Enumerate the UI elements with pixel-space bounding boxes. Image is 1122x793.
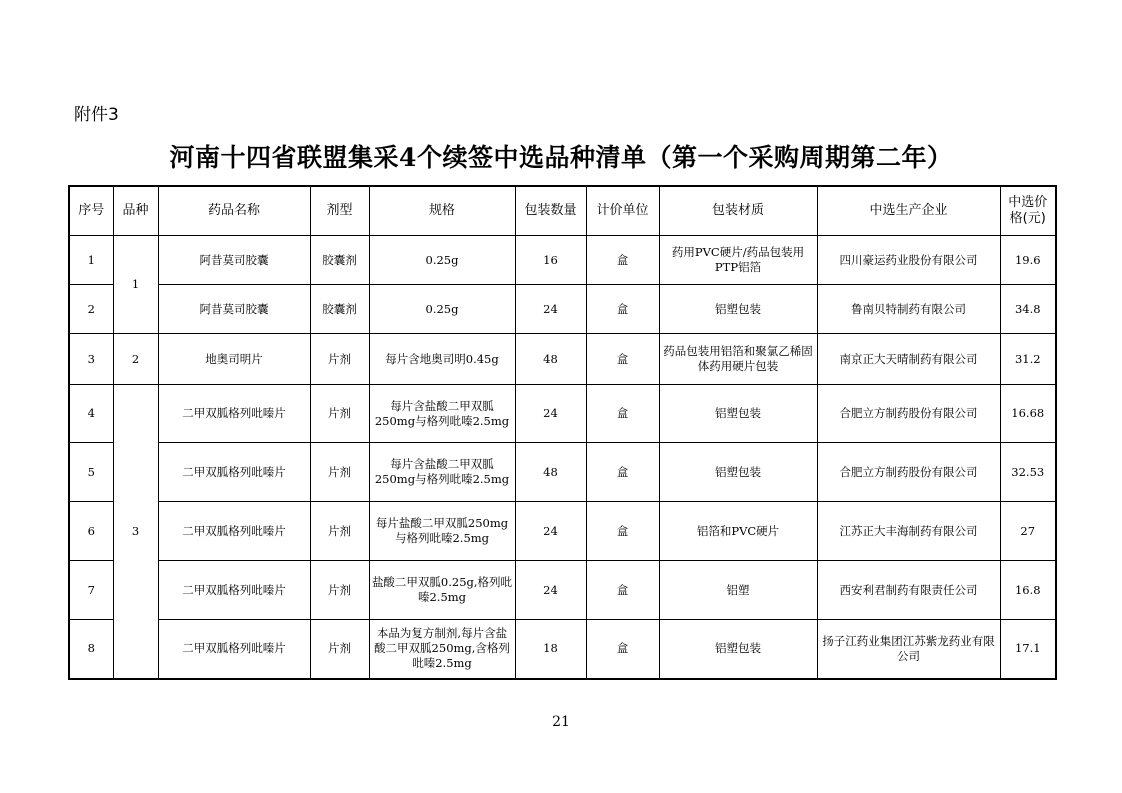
cell-dosage-form: 胶囊剂 [310,236,369,285]
cell-serial-number: 3 [69,334,113,385]
cell-price: 16.8 [1000,561,1056,620]
cell-manufacturer: 南京正大天晴制药有限公司 [817,334,1000,385]
cell-package-quantity: 24 [515,561,586,620]
cell-pricing-unit: 盒 [586,385,659,443]
cell-variety: 1 [113,236,158,334]
cell-packaging-material: 铝塑包装 [659,443,817,502]
header-packaging-material: 包装材质 [659,186,817,236]
table-row [69,236,1056,285]
cell-drug-name: 阿昔莫司胶囊 [158,285,310,334]
cell-dosage-form: 片剂 [310,443,369,502]
cell-price: 32.53 [1000,443,1056,502]
cell-pricing-unit: 盒 [586,236,659,285]
cell-price: 34.8 [1000,285,1056,334]
cell-manufacturer: 西安利君制药有限责任公司 [817,561,1000,620]
cell-dosage-form: 片剂 [310,620,369,679]
cell-specification: 盐酸二甲双胍0.25g,格列吡嗪2.5mg [369,561,515,620]
cell-specification: 本品为复方制剂,每片含盐酸二甲双胍250mg,含格列吡嗪2.5mg [369,620,515,679]
header-pricing-unit: 计价单位 [586,186,659,236]
document-title: 河南十四省联盟集采4个续签中选品种清单（第一个采购周期第二年） [169,143,953,172]
page-number: 21 [552,714,570,730]
table-row [69,334,1056,385]
cell-manufacturer: 江苏正大丰海制药有限公司 [817,502,1000,561]
header-specification: 规格 [369,186,515,236]
cell-serial-number: 4 [69,385,113,443]
cell-packaging-material: 铝塑包装 [659,285,817,334]
header-package-quantity: 包装数量 [515,186,586,236]
cell-packaging-material: 铝塑包装 [659,385,817,443]
cell-variety: 2 [113,334,158,385]
cell-packaging-material: 铝塑包装 [659,620,817,679]
cell-specification: 每片盐酸二甲双胍250mg与格列吡嗪2.5mg [369,502,515,561]
drug-list-table [68,185,1057,680]
cell-variety: 3 [113,385,158,679]
cell-price: 16.68 [1000,385,1056,443]
cell-serial-number: 7 [69,561,113,620]
cell-package-quantity: 48 [515,443,586,502]
cell-drug-name: 二甲双胍格列吡嗪片 [158,502,310,561]
cell-drug-name: 二甲双胍格列吡嗪片 [158,620,310,679]
cell-packaging-material: 铝箔和PVC硬片 [659,502,817,561]
cell-manufacturer: 合肥立方制药股份有限公司 [817,443,1000,502]
cell-package-quantity: 18 [515,620,586,679]
cell-price: 27 [1000,502,1056,561]
cell-serial-number: 5 [69,443,113,502]
cell-price: 17.1 [1000,620,1056,679]
cell-pricing-unit: 盒 [586,620,659,679]
cell-serial-number: 8 [69,620,113,679]
cell-packaging-material: 药用PVC硬片/药品包装用PTP铝箔 [659,236,817,285]
cell-drug-name: 阿昔莫司胶囊 [158,236,310,285]
table-row [69,385,1056,443]
cell-specification: 0.25g [369,285,515,334]
cell-serial-number: 1 [69,236,113,285]
table-row [69,561,1056,620]
cell-package-quantity: 16 [515,236,586,285]
header-serial-number: 序号 [69,186,113,236]
cell-package-quantity: 24 [515,502,586,561]
table-row [69,443,1056,502]
cell-pricing-unit: 盒 [586,285,659,334]
cell-packaging-material: 铝塑 [659,561,817,620]
header-price: 中选价格(元) [1000,186,1056,236]
cell-pricing-unit: 盒 [586,334,659,385]
header-variety: 品种 [113,186,158,236]
cell-dosage-form: 片剂 [310,502,369,561]
cell-drug-name: 地奥司明片 [158,334,310,385]
cell-dosage-form: 胶囊剂 [310,285,369,334]
cell-drug-name: 二甲双胍格列吡嗪片 [158,561,310,620]
cell-manufacturer: 四川豪运药业股份有限公司 [817,236,1000,285]
attachment-label: 附件3 [74,105,119,125]
cell-packaging-material: 药品包装用铝箔和聚氯乙稀固体药用硬片包装 [659,334,817,385]
cell-dosage-form: 片剂 [310,334,369,385]
cell-drug-name: 二甲双胍格列吡嗪片 [158,443,310,502]
cell-manufacturer: 鲁南贝特制药有限公司 [817,285,1000,334]
cell-dosage-form: 片剂 [310,561,369,620]
cell-drug-name: 二甲双胍格列吡嗪片 [158,385,310,443]
cell-manufacturer: 合肥立方制药股份有限公司 [817,385,1000,443]
header-manufacturer: 中选生产企业 [817,186,1000,236]
cell-dosage-form: 片剂 [310,385,369,443]
table-header-row [69,186,1056,236]
cell-price: 19.6 [1000,236,1056,285]
cell-specification: 每片含盐酸二甲双胍250mg与格列吡嗪2.5mg [369,443,515,502]
cell-price: 31.2 [1000,334,1056,385]
table-row [69,285,1056,334]
cell-pricing-unit: 盒 [586,561,659,620]
cell-package-quantity: 48 [515,334,586,385]
table-row [69,502,1056,561]
cell-pricing-unit: 盒 [586,443,659,502]
cell-specification: 每片含盐酸二甲双胍250mg与格列吡嗪2.5mg [369,385,515,443]
header-drug-name: 药品名称 [158,186,310,236]
cell-serial-number: 2 [69,285,113,334]
cell-specification: 0.25g [369,236,515,285]
cell-manufacturer: 扬子江药业集团江苏紫龙药业有限公司 [817,620,1000,679]
cell-specification: 每片含地奥司明0.45g [369,334,515,385]
table-row [69,620,1056,679]
cell-pricing-unit: 盒 [586,502,659,561]
cell-serial-number: 6 [69,502,113,561]
cell-package-quantity: 24 [515,385,586,443]
cell-package-quantity: 24 [515,285,586,334]
header-dosage-form: 剂型 [310,186,369,236]
